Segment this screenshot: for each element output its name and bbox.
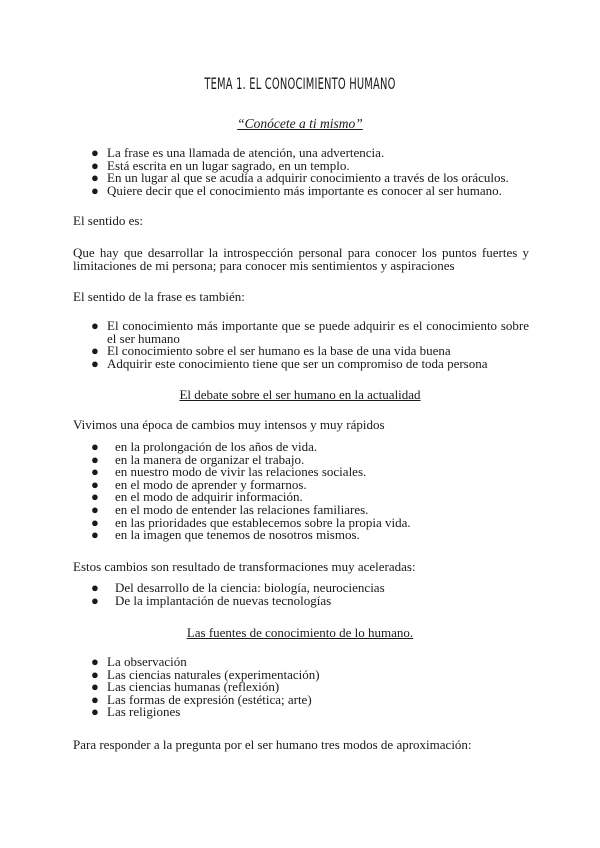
- bullet-icon: ●: [91, 145, 99, 160]
- intro-list: [91, 147, 531, 197]
- cambios-intro: Vivimos una época de cambios muy intensos y muy rápidos: [73, 417, 385, 432]
- list-item: ● en nuestro modo de vivir las relaciones sociales.: [91, 464, 367, 480]
- sentido-tambien-label: El sentido de la frase es también:: [73, 289, 245, 304]
- bullet-icon: ●: [91, 476, 99, 492]
- list-item: ● Las formas de expresión (estética; arte): [91, 691, 312, 707]
- bullet-icon: ●: [91, 170, 99, 186]
- page-title: TEMA 1. EL CONOCIMIENTO HUMANO: [204, 74, 396, 93]
- cambios-list: [91, 441, 531, 542]
- list-item: ● en las prioridades que establecemos sobre la propia vida.: [91, 514, 411, 530]
- list-item: ● Las religiones: [91, 704, 181, 720]
- bullet-icon: ●: [91, 666, 99, 682]
- sentido-list: [91, 320, 529, 370]
- bullet-icon: ●: [91, 514, 99, 530]
- bullet-icon: ●: [91, 704, 99, 720]
- debate-heading: El debate sobre el ser humano en la actualidad: [179, 387, 421, 402]
- sentido-text: Que hay que desarrollar la introspección personal para conocer los puntos fuertes y limitaciones de mi persona; para conocer mis sentimientos y aspiraciones: [73, 245, 529, 273]
- list-item: ● en la prolongación de los años de vida.: [91, 439, 318, 454]
- list-item: ● Del desarrollo de la ciencia: biología, neurociencias: [91, 580, 385, 595]
- bullet-icon: ●: [91, 355, 99, 371]
- motto-heading: “Conócete a ti mismo”: [237, 116, 363, 131]
- list-item: ● Quiere decir que el conocimiento más importante es conocer al ser humano.: [91, 182, 502, 198]
- list-item: ● en la manera de organizar el trabajo.: [91, 451, 305, 467]
- bullet-icon: ●: [91, 527, 99, 543]
- final-text: Para responder a la pregunta por el ser humano tres modos de aproximación:: [73, 737, 472, 752]
- sentido-label: El sentido es:: [73, 213, 144, 228]
- list-item: ● En un lugar al que se acudía a adquirir conocimiento a través de los oráculos.: [91, 170, 509, 186]
- list-item: ● El conocimiento sobre el ser humano es la base de una vida buena: [91, 343, 451, 359]
- bullet-icon: ●: [91, 679, 99, 695]
- bullet-icon: ●: [91, 318, 99, 333]
- bullet-icon: ●: [91, 592, 99, 608]
- transform-intro: Estos cambios son resultado de transformaciones muy aceleradas:: [73, 559, 416, 574]
- list-item: ● Adquirir este conocimiento tiene que ser un compromiso de toda persona: [91, 355, 488, 371]
- bullet-icon: ●: [91, 654, 99, 669]
- fuentes-list: [91, 656, 531, 719]
- bullet-icon: ●: [91, 501, 99, 517]
- bullet-icon: ●: [91, 580, 99, 595]
- bullet-icon: ●: [91, 464, 99, 480]
- list-item: ● en el modo de entender las relaciones familiares.: [91, 501, 369, 517]
- list-item: ● en la imagen que tenemos de nosotros mismos.: [91, 527, 360, 543]
- list-item: ● Está escrita en un lugar sagrado, en un templo.: [91, 157, 350, 173]
- list-item: ● Las ciencias humanas (reflexión): [91, 679, 280, 695]
- list-item: ● Las ciencias naturales (experimentación): [91, 666, 320, 682]
- fuentes-heading: Las fuentes de conocimiento de lo humano.: [186, 625, 414, 640]
- list-item: ● en el modo de adquirir información.: [91, 489, 303, 505]
- bullet-icon: ●: [91, 157, 99, 173]
- list-item: ● en el modo de aprender y formarnos.: [91, 476, 307, 492]
- bullet-icon: ●: [91, 691, 99, 707]
- list-item: ● El conocimiento más importante que se puede adquirir es el conocimiento sobre el ser humano: [91, 318, 529, 346]
- bullet-icon: ●: [91, 182, 99, 198]
- list-item: ● La frase es una llamada de atención, una advertencia.: [91, 145, 385, 160]
- list-item: ● La observación: [91, 654, 187, 669]
- list-item: ● De la implantación de nuevas tecnologías: [91, 592, 332, 608]
- bullet-icon: ●: [91, 439, 99, 454]
- bullet-icon: ●: [91, 489, 99, 505]
- bullet-icon: ●: [91, 343, 99, 359]
- transform-list: [91, 582, 531, 607]
- bullet-icon: ●: [91, 451, 99, 467]
